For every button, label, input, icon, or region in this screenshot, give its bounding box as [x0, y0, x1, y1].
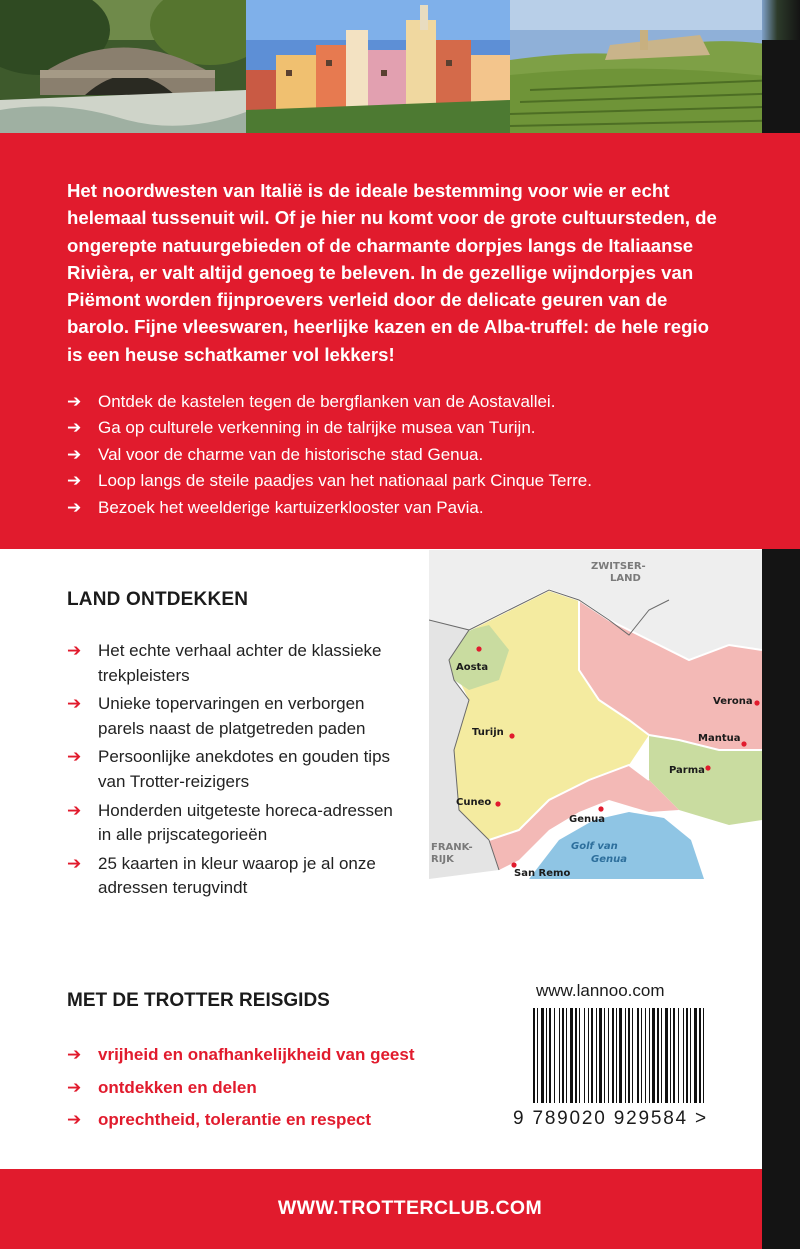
barcode-bar	[699, 1008, 701, 1103]
barcode-bar	[570, 1008, 573, 1103]
list-item: ➔ Unieke topervaringen en verborgen parels naast de platgetreden paden	[67, 692, 407, 741]
city-marker-san-remo	[511, 862, 516, 867]
content-panel	[0, 549, 762, 1169]
isbn-number: 9 789020 929584 >	[513, 1108, 708, 1129]
map-label-france-1: FRANK-	[431, 842, 473, 853]
arrow-icon: ➔	[67, 418, 82, 438]
barcode-bar	[604, 1008, 605, 1103]
map-label-switzerland-2: LAND	[610, 573, 641, 584]
arrow-icon: ➔	[67, 497, 82, 517]
arrow-icon: ➔	[67, 853, 82, 873]
barcode-bar	[588, 1008, 589, 1103]
publisher-url[interactable]: www.lannoo.com	[536, 981, 665, 1000]
city-marker-verona	[754, 700, 759, 705]
highlights-list	[67, 389, 747, 521]
barcode-bar	[686, 1008, 688, 1103]
barcode-bar	[554, 1008, 555, 1103]
list-item: ➔ Honderden uitgeteste horeca-adressen in alle prijscategorieën	[67, 799, 407, 848]
city-label-san-remo: San Remo	[514, 868, 571, 879]
barcode-bar	[562, 1008, 564, 1103]
list-item: ➔ ontdekken en delen	[67, 1072, 414, 1105]
list-item: ➔ oprechtheid, tolerantie en respect	[67, 1104, 414, 1137]
barcode-bar	[579, 1008, 580, 1103]
list-item: ➔ 25 kaarten in kleur waarop je al onze adressen terugvindt	[67, 852, 407, 901]
barcode-bar	[690, 1008, 691, 1103]
city-label-turijn: Turijn	[472, 727, 504, 738]
city-marker-mantua	[741, 741, 746, 746]
list-item: ➔ vrijheid en onafhankelijkheid van geest	[67, 1039, 414, 1072]
land-ontdekken-list	[67, 639, 407, 905]
barcode-bar	[566, 1008, 567, 1103]
city-marker-aosta	[476, 646, 481, 651]
city-marker-genua	[598, 806, 603, 811]
map-label-switzerland-1: ZWITSER-	[591, 561, 646, 572]
barcode-bar	[616, 1008, 617, 1103]
barcode-bar	[683, 1008, 684, 1103]
barcode-bar	[665, 1008, 668, 1103]
footer-bar	[0, 1169, 762, 1249]
map-label-sea-1: Golf van	[571, 841, 618, 852]
arrow-icon: ➔	[67, 641, 82, 660]
list-item: ➔ Ga op culturele verkenning in de talrijke musea van Turijn.	[67, 415, 747, 441]
trotter-values-list	[67, 1039, 414, 1137]
barcode-bar	[678, 1008, 679, 1103]
colorful-hill-village-photo	[246, 0, 510, 133]
footer-url[interactable]: WWW.TROTTERCLUB.COM	[277, 1197, 543, 1219]
city-marker-cuneo	[495, 801, 500, 806]
city-label-aosta: Aosta	[456, 662, 489, 673]
barcode	[531, 1008, 711, 1103]
arrow-icon: ➔	[67, 1110, 82, 1129]
barcode-bar	[625, 1008, 626, 1103]
list-item: ➔ Val voor de charme van de historische stad Genua.	[67, 442, 747, 468]
barcode-bar	[612, 1008, 614, 1103]
barcode-bar	[559, 1008, 560, 1103]
barcode-bar	[619, 1008, 622, 1103]
arrow-icon: ➔	[67, 1045, 82, 1064]
vineyard-hilltop-town-photo	[510, 0, 800, 133]
barcode-bar	[637, 1008, 639, 1103]
barcode-bar	[645, 1008, 646, 1103]
barcode-bar	[541, 1008, 544, 1103]
barcode-bar	[596, 1008, 597, 1103]
barcode-bar	[537, 1008, 538, 1103]
map-label-france-2: RIJK	[431, 854, 454, 865]
stone-bridge-photo	[0, 0, 246, 133]
city-label-mantua: Mantua	[698, 733, 741, 744]
list-item: ➔ Ontdek de kastelen tegen de bergflanken van de Aostavallei.	[67, 389, 747, 415]
barcode-bar	[584, 1008, 585, 1103]
arrow-icon: ➔	[67, 392, 82, 411]
city-label-cuneo: Cuneo	[456, 797, 492, 808]
barcode-bar	[591, 1008, 593, 1103]
land-ontdekken-heading: LAND ONTDEKKEN	[67, 589, 249, 610]
arrow-icon: ➔	[67, 747, 82, 767]
trotter-heading: MET DE TROTTER REISGIDS	[67, 990, 330, 1011]
barcode-bar	[632, 1008, 633, 1103]
city-marker-turijn	[509, 733, 514, 738]
arrow-icon: ➔	[67, 471, 82, 491]
barcode-bar	[661, 1008, 662, 1103]
barcode-bar	[657, 1008, 659, 1103]
barcode-bar	[703, 1008, 704, 1103]
city-label-genua: Genua	[569, 814, 605, 825]
list-item: ➔ Loop langs de steile paadjes van het nationaal park Cinque Terre.	[67, 468, 747, 494]
barcode-bar	[533, 1008, 535, 1103]
barcode-bar	[673, 1008, 675, 1103]
barcode-bar	[670, 1008, 671, 1103]
city-label-verona: Verona	[713, 696, 753, 707]
list-item: ➔ Persoonlijke anekdotes en gouden tips van Trotter-reizigers	[67, 745, 407, 794]
barcode-bar	[641, 1008, 642, 1103]
barcode-bar	[652, 1008, 655, 1103]
barcode-bar	[546, 1008, 547, 1103]
city-marker-parma	[705, 765, 710, 770]
arrow-icon: ➔	[67, 444, 82, 464]
arrow-icon: ➔	[67, 694, 82, 714]
list-item: ➔ Bezoek het weelderige kartuizerklooster van Pavia.	[67, 495, 747, 521]
intro-paragraph: Het noordwesten van Italië is de ideale bestemming voor wie er echt helemaal tussenuit wil. Of je hier nu komt voor de grote cultuursteden, de ongerepte natuurgebieden of de charmante dorpjes langs de Italiaanse Rivièra, er valt altijd genoeg te beleven. In de gezellige wijndorpjes van Piëmont worden fijnproevers verleid door de delicate geuren van de barolo. Fijne vleeswaren, heerlijke kazen en de Alba-truffel: de hele regio is een heuse schatkamer vol lekkers!	[67, 180, 717, 365]
map-label-sea-2: Genua	[591, 854, 627, 865]
arrow-icon: ➔	[67, 1077, 82, 1097]
list-item: ➔ Het echte verhaal achter de klassieke trekpleisters	[67, 639, 407, 688]
barcode-bar	[628, 1008, 630, 1103]
city-label-parma: Parma	[669, 765, 705, 776]
barcode-bar	[694, 1008, 697, 1103]
intro-red-band	[0, 133, 800, 549]
barcode-bar	[599, 1008, 602, 1103]
barcode-bar	[649, 1008, 650, 1103]
barcode-bar	[608, 1008, 609, 1103]
region-map	[429, 550, 762, 879]
arrow-icon: ➔	[67, 800, 82, 820]
photo-strip	[0, 0, 800, 133]
barcode-bar	[549, 1008, 551, 1103]
barcode-bar	[575, 1008, 577, 1103]
